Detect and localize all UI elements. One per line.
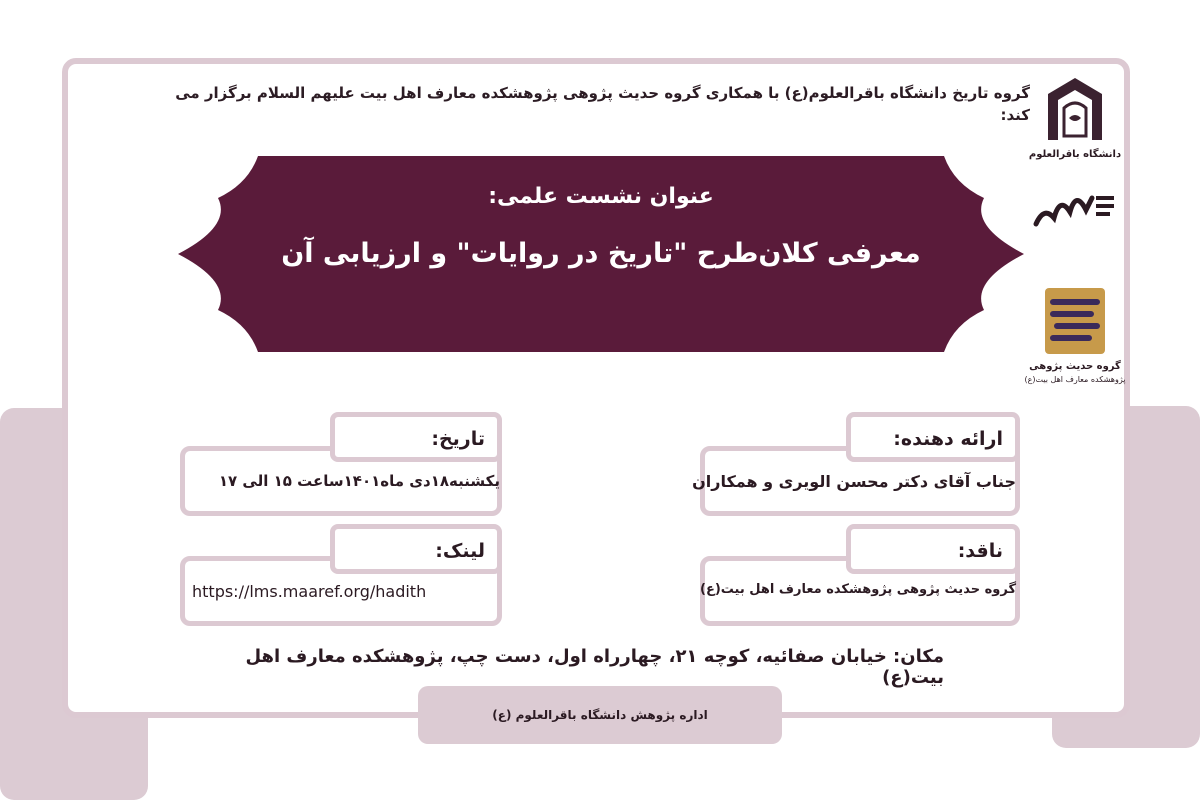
banner-title: معرفی کلان‌طرح "تاریخ در روایات" و ارزیابی آن [281, 238, 921, 269]
critic-label: ناقد: [846, 524, 1020, 574]
location-text: مکان: خیابان صفائیه، کوچه ۲۱، چهارراه اول، دست چپ، پژوهشکده معارف اهل بیت(ع) [245, 646, 944, 688]
banner-heading: عنوان نشست علمی: [488, 184, 714, 209]
maaref-calligraphy-icon [1030, 176, 1120, 236]
university-caption: دانشگاه باقرالعلوم [1028, 149, 1122, 160]
university-emblem-icon [1040, 74, 1110, 144]
footer-office: اداره پژوهش دانشگاه باقرالعلوم (ع) [418, 686, 782, 744]
intro-text: گروه تاریخ دانشگاه باقرالعلوم(ع) با همکاری گروه حدیث پژوهی پژوهشکده معارف اهل بیت علیهم السلام برگزار می کند: [175, 84, 1030, 124]
hadith-seal-icon [1043, 286, 1107, 356]
date-value: یکشنبه۱۸دی ماه۱۴۰۱ساعت ۱۵ الی ۱۷ [218, 472, 500, 490]
presenter-label: ارائه دهنده: [846, 412, 1020, 462]
date-label: تاریخ: [330, 412, 502, 462]
link-label: لینک: [330, 524, 502, 574]
hadith-caption: گروه حدیث پژوهی [1029, 361, 1121, 372]
presenter-value: جناب آقای دکتر محسن الویری و همکاران [692, 472, 1016, 491]
link-value[interactable]: https://lms.maaref.org/hadith [192, 582, 427, 601]
hadith-subcaption: پژوهشکده معارف اهل بیت(ع) [1024, 375, 1126, 384]
maaref-logo [1020, 176, 1130, 246]
hadith-group-logo [1020, 286, 1130, 398]
university-logo [1020, 74, 1130, 164]
critic-value: گروه حدیث پژوهی پژوهشکده معارف اهل بیت(ع) [700, 582, 1016, 597]
title-banner [178, 156, 1024, 352]
